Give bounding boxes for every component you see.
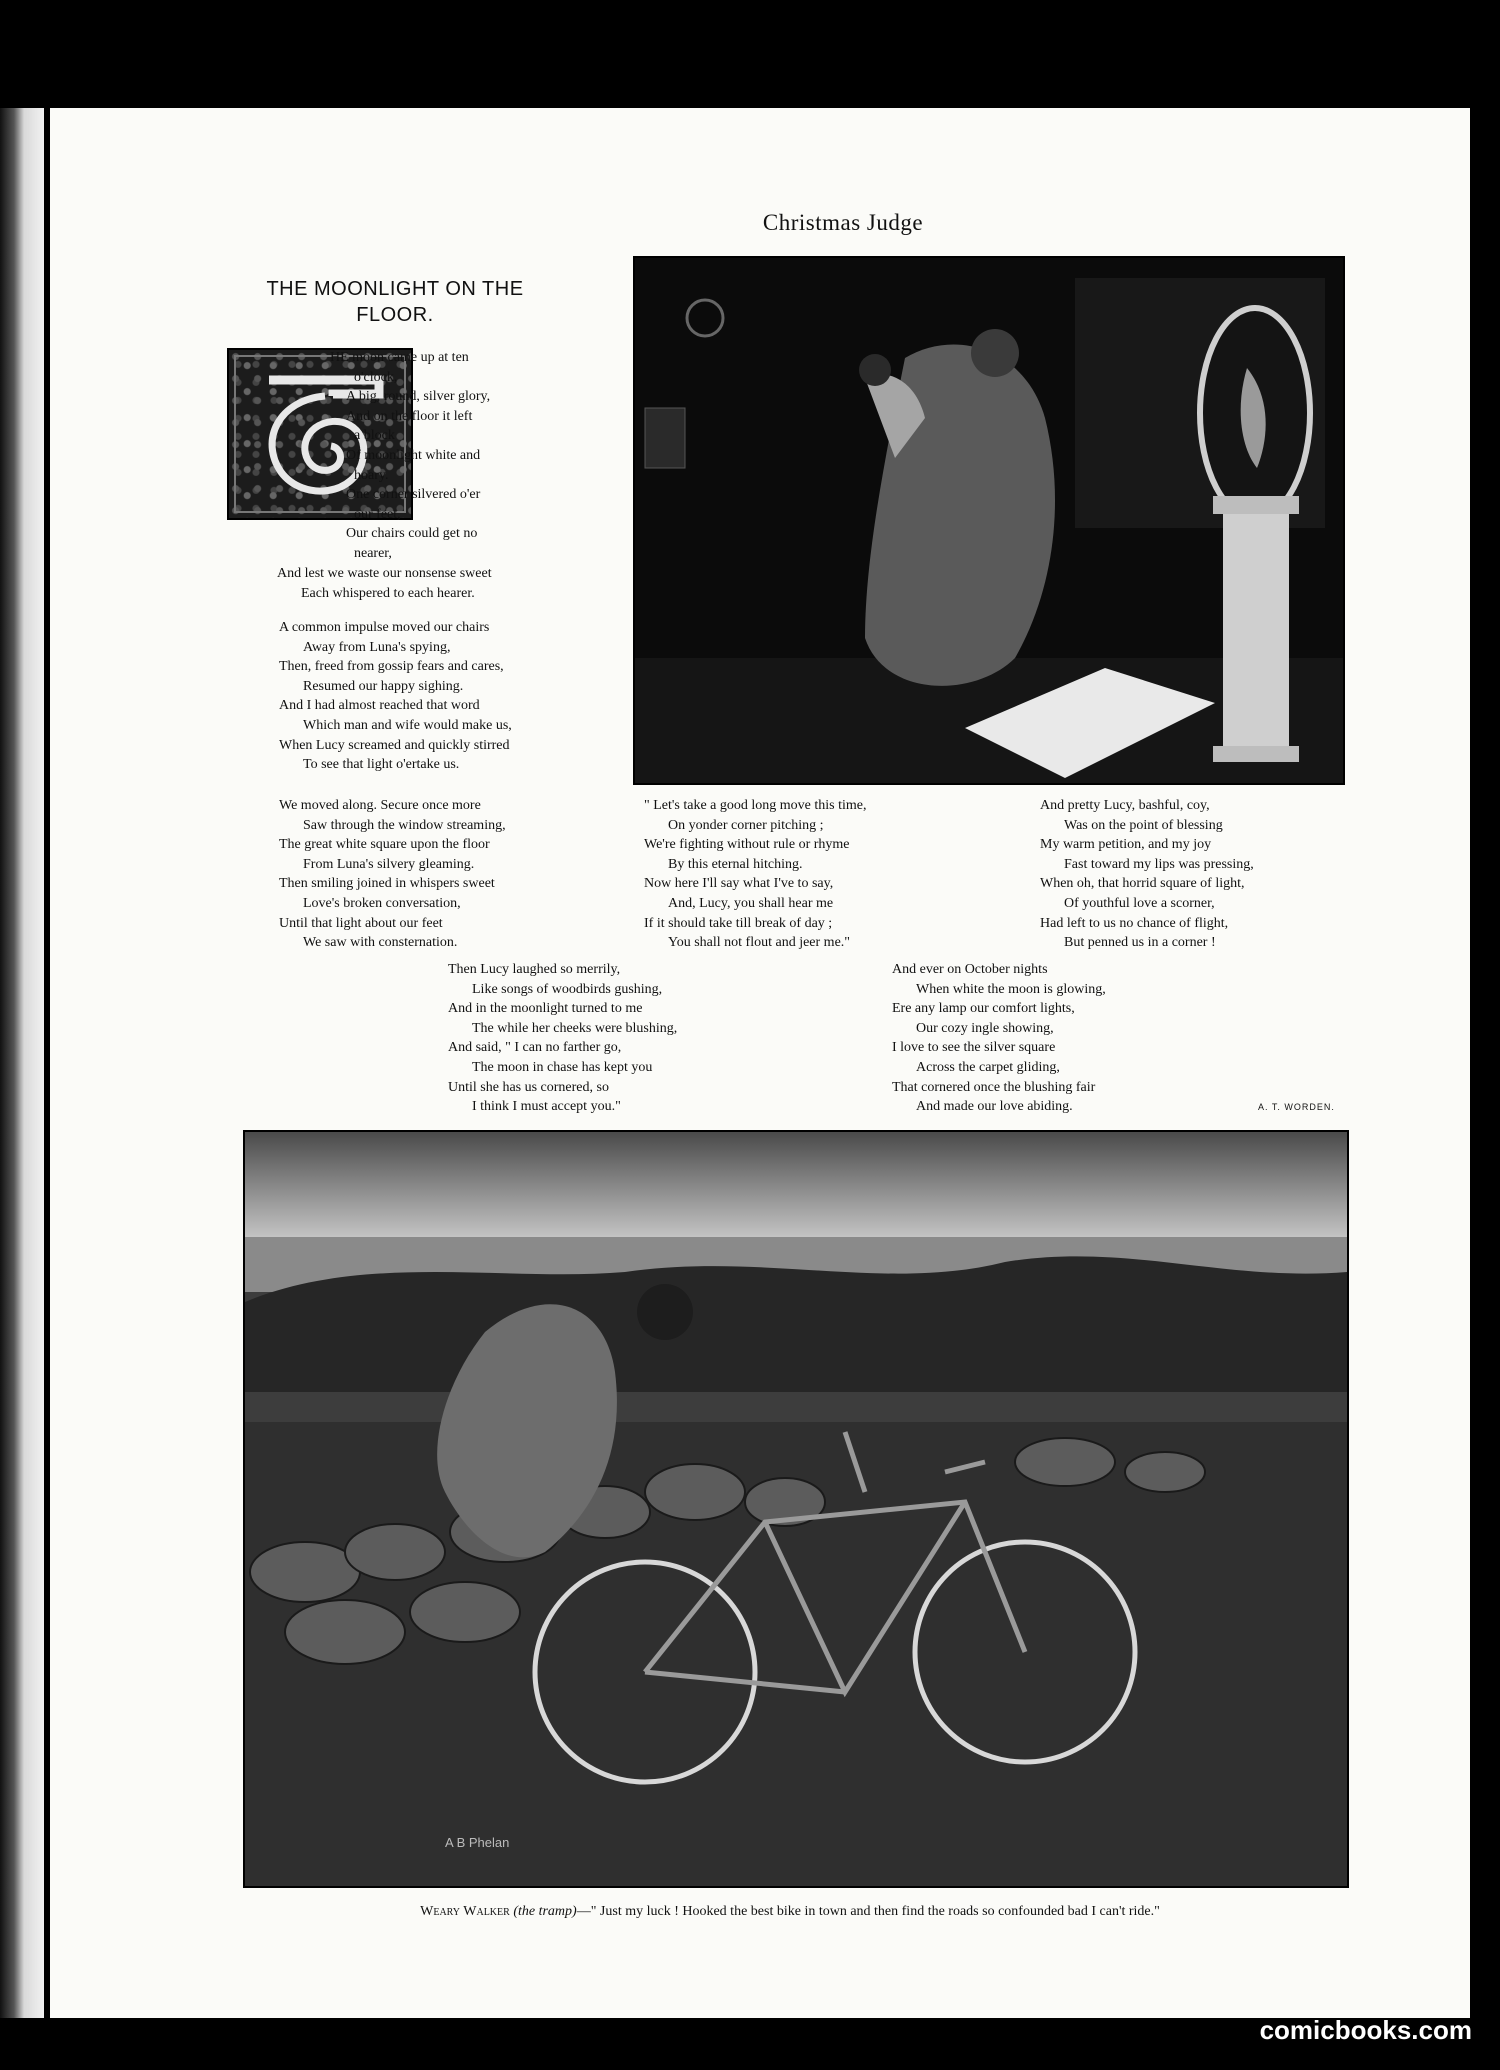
verse-line: Then smiling joined in whispers sweet <box>279 876 495 892</box>
stanza-2 <box>279 618 512 775</box>
verse-line: Fast toward my lips was pressing, <box>1064 856 1254 872</box>
verse-line: And pretty Lucy, bashful, coy, <box>1040 798 1210 813</box>
verse-line: I think I must accept you." <box>472 1099 621 1115</box>
verse-line: We saw with consternation. <box>303 935 458 951</box>
verse-line: And said, " I can no farther go, <box>448 1040 622 1056</box>
verse-line: If it should take till break of day ; <box>644 915 833 931</box>
verse-line: We moved along. Secure once more <box>279 798 481 813</box>
verse-line: Our chairs could get no <box>346 526 478 542</box>
verse-line: Each whispered to each hearer. <box>301 585 475 601</box>
verse-line: a block <box>354 428 395 444</box>
verse-line: Away from Luna's spying, <box>303 639 451 655</box>
verse-line: You shall not flout and jeer me." <box>668 935 850 951</box>
verse-line: A big, round, silver glory, <box>346 389 491 405</box>
verse-line: hoary. <box>354 467 389 483</box>
verse-line: We're fighting without rule or rhyme <box>644 837 850 853</box>
poem-title: THE MOONLIGHT ON THE FLOOR. <box>266 278 524 326</box>
page-header: Christmas Judge <box>762 210 924 235</box>
stanza-3 <box>279 796 506 953</box>
verse-line: My warm petition, and my joy <box>1040 837 1212 853</box>
stanza-5 <box>1040 796 1254 953</box>
verse-line: Which man and wife would make us, <box>303 717 512 733</box>
caption-role: (the tramp) <box>513 1904 577 1919</box>
caption-speaker: Weary Walker <box>420 1904 510 1919</box>
verse-line: On yonder corner pitching ; <box>668 817 824 833</box>
stanza-1-top <box>330 348 490 564</box>
verse-line: A common impulse moved our chairs <box>279 620 490 635</box>
stanza-4 <box>644 796 866 953</box>
verse-line: I love to see the silver square <box>892 1040 1056 1056</box>
verse-line: " Let's take a good long move this time, <box>644 798 867 813</box>
verse-line: But penned us in a corner ! <box>1064 935 1216 951</box>
verse-line: HE moon came up at ten <box>330 350 469 365</box>
photo-signature: A B Phelan <box>445 1835 510 1850</box>
verse-line: When oh, that horrid square of light, <box>1040 876 1245 892</box>
verse-line: And on the floor it left <box>346 408 473 424</box>
photo-caption <box>210 1904 1370 1920</box>
verse-line: When white the moon is glowing, <box>916 981 1106 997</box>
author-signature: A. T. WORDEN. <box>1258 1102 1335 1112</box>
verse-line: And, Lucy, you shall hear me <box>668 895 834 911</box>
verse-line: Love's broken conversation, <box>303 895 461 911</box>
verse-line: Saw through the window streaming, <box>303 817 506 833</box>
verse-line: Until she has us cornered, so <box>448 1079 609 1095</box>
verse-line: Across the carpet gliding, <box>916 1059 1060 1075</box>
verse-line: And made our love abiding. <box>916 1099 1073 1115</box>
verse-line: Now here I'll say what I've to say, <box>644 876 834 892</box>
verse-line: Our cozy ingle showing, <box>916 1020 1054 1036</box>
verse-line: Like songs of woodbirds gushing, <box>472 981 663 997</box>
verse-line: By this eternal hitching. <box>668 856 803 872</box>
verse-line: Resumed our happy sighing. <box>303 678 464 694</box>
verse-line: That cornered once the blushing fair <box>892 1079 1096 1095</box>
verse-line: Ere any lamp our comfort lights, <box>892 1001 1075 1017</box>
verse-line: our feet, <box>354 506 401 522</box>
verse-line: And lest we waste our nonsense sweet <box>277 566 492 581</box>
verse-line: Was on the point of blessing <box>1064 817 1223 833</box>
verse-line: When Lucy screamed and quickly stirred <box>279 737 510 753</box>
site-watermark: comicbooks.com <box>1259 2015 1472 2045</box>
stanza-1-bottom <box>277 564 492 603</box>
verse-line: Then Lucy laughed so merrily, <box>448 962 621 977</box>
verse-line: The moon in chase has kept you <box>472 1059 653 1075</box>
verse-line: And ever on October nights <box>892 962 1048 977</box>
tramp-bicycle-photo <box>243 1130 1349 1888</box>
verse-line: Of moonlight white and <box>346 447 481 463</box>
stanza-7 <box>892 960 1106 1117</box>
verse-line: One corner silvered o'er <box>346 487 481 503</box>
field-scene <box>245 1132 1347 1886</box>
moonlight-illustration <box>633 256 1345 785</box>
stanza-6 <box>448 960 677 1117</box>
verse-line: And in the moonlight turned to me <box>448 1001 643 1017</box>
verse-line: Then, freed from gossip fears and cares, <box>279 659 504 675</box>
caption-text: —" Just my luck ! Hooked the best bike in town and then find the roads so confounded bad I can't ride." <box>576 1904 1160 1919</box>
binding-edge <box>0 108 44 2018</box>
verse-line: Until that light about our feet <box>279 915 443 931</box>
verse-line: The while her cheeks were blushing, <box>472 1020 678 1036</box>
magazine-page <box>50 108 1470 2018</box>
verse-line: To see that light o'ertake us. <box>303 757 460 773</box>
verse-line: From Luna's silvery gleaming. <box>303 856 475 872</box>
verse-line: nearer, <box>354 545 392 561</box>
verse-line: o'clock, <box>354 369 398 385</box>
verse-line: And I had almost reached that word <box>279 698 480 714</box>
verse-line: Had left to us no chance of flight, <box>1040 915 1229 931</box>
verse-line: The great white square upon the floor <box>279 837 490 853</box>
verse-line: Of youthful love a scorner, <box>1064 895 1215 911</box>
moonlit-room-scene <box>635 258 1343 783</box>
